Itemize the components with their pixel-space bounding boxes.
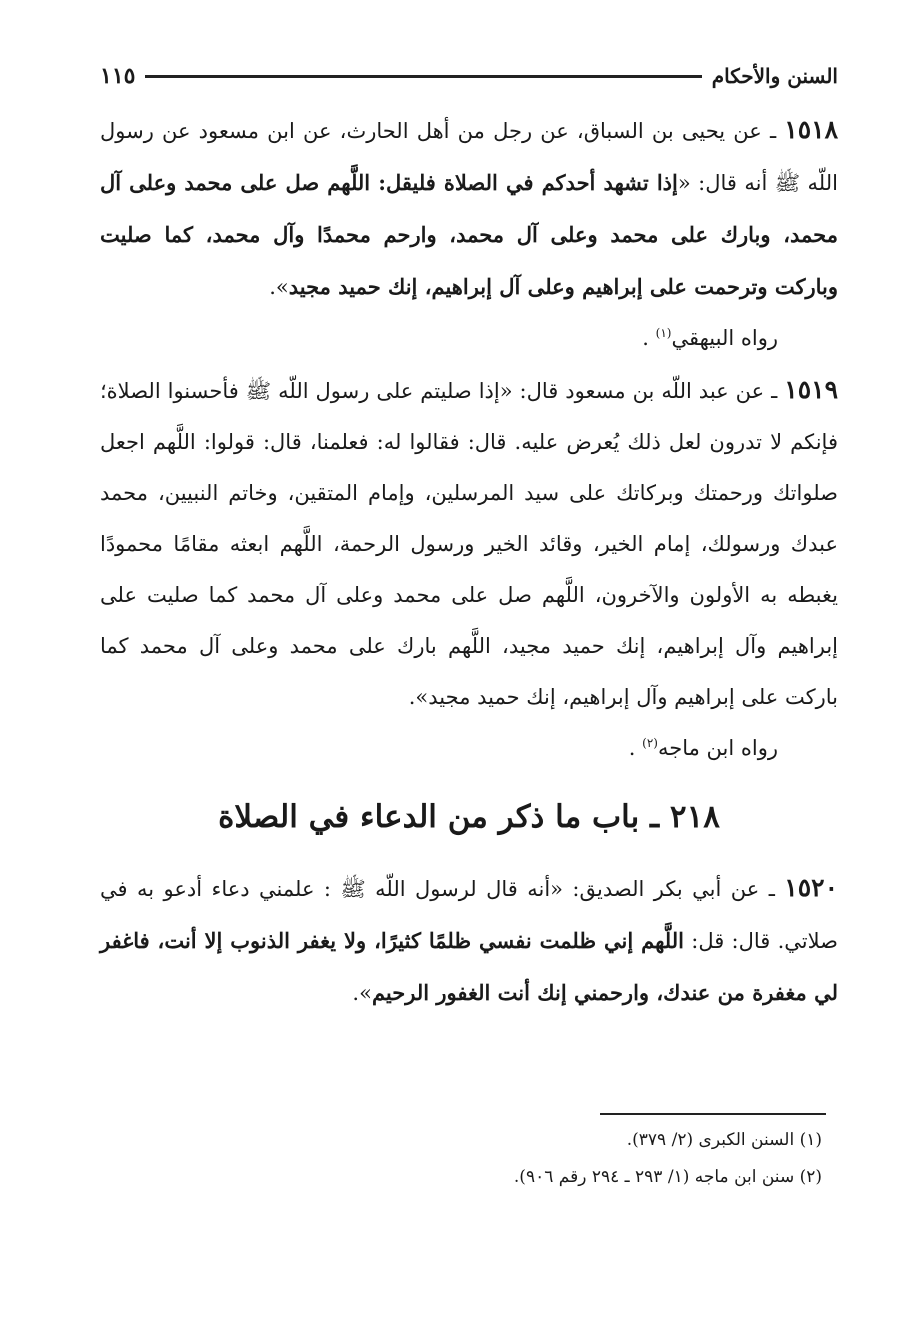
hadith-number: ١٥٢٠	[784, 873, 838, 902]
footnote-2: (٢) سنن ابن ماجه (١/ ٢٩٣ ـ ٢٩٤ رقم ٩٠٦).	[513, 1167, 822, 1187]
hadith-text: ـ عن عبد اللّه بن مسعود قال: «إذا صليتم على رسول اللّه ﷺ فأحسنوا الصلاة؛ فإنكم لا تدرون لعل ذلك يُعرض عليه. قال: فقالوا له: فعلمنا، قال: قولوا: اللَّهم اجعل صلواتك ورحمتك وبركاتك على سيد المرسلين، وإمام المتقين، وخاتم النبيين، محمد عبدك ورسولك، إمام الخير، وقائد الخير ورسول الرحمة، اللَّهم ابعثه مقامًا محمودًا يغبطه به الأولون والآخرون، اللَّهم صل على محمد وعلى آل محمد كما صليت على إبراهيم وآل إبراهيم، إنك حميد مجيد، اللَّهم بارك على محمد وعلى آل محمد كما باركت على إبراهيم وآل إبراهيم، إنك حميد مجيد».	[100, 379, 838, 709]
chapter-heading: ٢١٨ ـ باب ما ذكر من الدعاء في الصلاة	[218, 799, 720, 835]
hadith-intro: ـ عن يحيى بن السباق، عن رجل من أهل الحارث، عن ابن مسعود عن رسول اللّه ﷺ أنه قال: «	[100, 119, 838, 195]
footnote-ref: (٢)	[642, 736, 658, 750]
hadith-source	[100, 313, 838, 364]
source-label: رواه ابن ماجه	[657, 736, 778, 760]
running-header	[100, 58, 838, 94]
source-end: .	[642, 326, 656, 350]
page-number: ١١٥	[100, 63, 136, 89]
hadith-text: إذا تشهد أحدكم في الصلاة فليقل: اللَّهم صل على محمد وعلى آل محمد، وبارك على محمد وعلى آل محمد، وارحم محمدًا وآل محمد، كما صليت وباركت وترحمت على إبراهيم وعلى آل إبراهيم، إنك حميد مجيد	[100, 170, 838, 299]
hadith-outro: ».	[352, 981, 372, 1005]
hadith-intro: ـ عن أبي بكر الصديق: «أنه قال لرسول اللّه ﷺ : علمني دعاء أدعو به في صلاتي. قال: قل:	[100, 877, 838, 953]
footnote-1: (١) السنن الكبرى (٢/ ٣٧٩).	[626, 1130, 822, 1150]
hadith-outro: ».	[269, 275, 289, 299]
main-text	[100, 104, 838, 1019]
header-rule	[145, 75, 701, 78]
footnote-ref: (١)	[655, 326, 672, 340]
hadith-number: ١٥١٩	[784, 375, 838, 404]
hadith-1519	[100, 364, 838, 723]
source-label: رواه البيهقي	[671, 326, 778, 350]
hadith-1520	[100, 862, 838, 1019]
hadith-number: ١٥١٨	[784, 115, 838, 144]
source-end: .	[628, 736, 643, 760]
footnotes	[100, 1122, 822, 1196]
running-title: السنن والأحكام	[711, 64, 838, 88]
footnote-separator	[600, 1113, 826, 1115]
hadith-source	[100, 723, 838, 774]
hadith-text: اللَّهم إني ظلمت نفسي ظلمًا كثيرًا، ولا يغفر الذنوب إلا أنت، فاغفر لي مغفرة من عندك، وارحمني إنك أنت الغفور الرحيم	[100, 928, 838, 1005]
hadith-1518	[100, 104, 838, 313]
